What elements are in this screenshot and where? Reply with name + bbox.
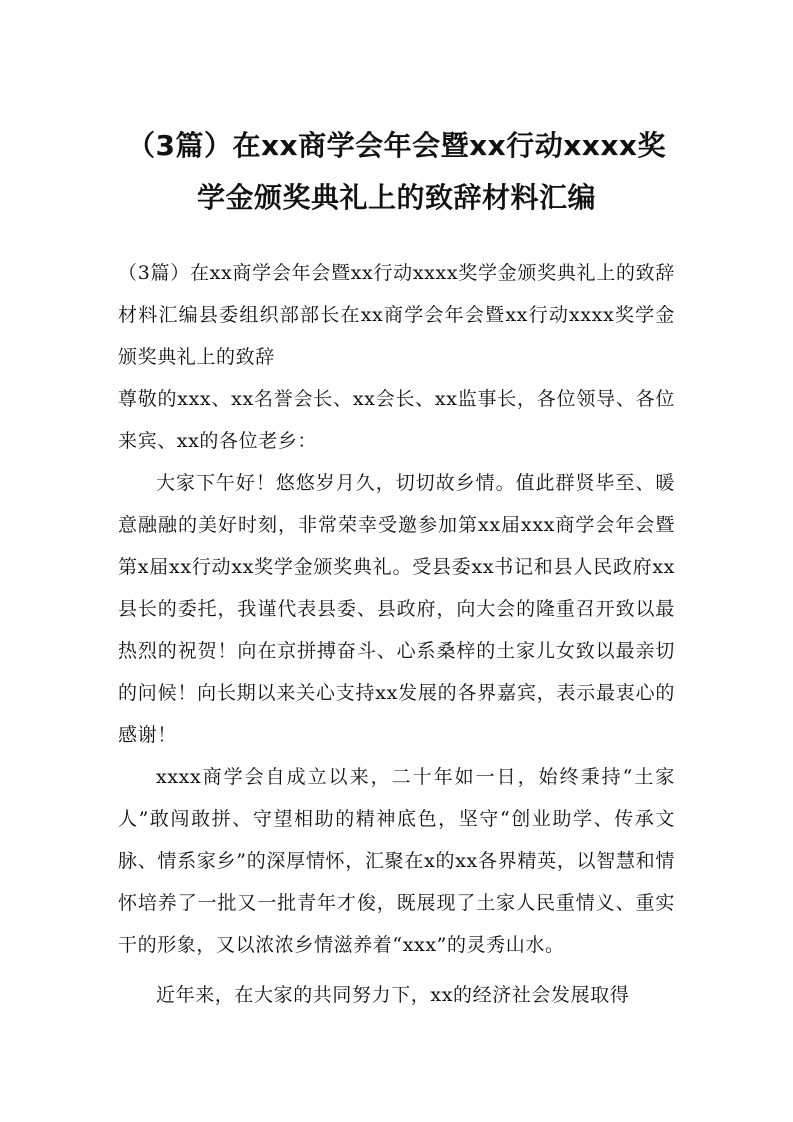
document-title: （3篇）在xx商学会年会暨xx行动xxxx奖学金颁奖典礼上的致辞材料汇编 xyxy=(127,129,666,214)
salutation-paragraph: 尊敬的xxx、xx名誉会长、xx会长、xx监事长，各位领导、各位来宾、xx的各位老乡： xyxy=(118,388,675,452)
greeting-paragraph: 大家下午好！悠悠岁月久，切切故乡情。值此群贤毕至、暖意融融的美好时刻，非常荣幸受邀参加第xx届xxx商学会年会暨第x届xx行动xx奖学金颁奖典礼。受县委xx书记和县人民政府xx县长的委托，我谨代表县委、县政府，向大会的隆重召开致以最热烈的祝贺！向在京拼搏奋斗、心系桑梓的土家儿女致以最亲切的问候！向长期以来关心支持xx发展的各界嘉宾，表示最衷心的感谢！ xyxy=(118,472,675,746)
intro-paragraph: （3篇）在xx商学会年会暨xx行动xxxx奖学金颁奖典礼上的致辞材料汇编县委组织部部长在xx商学会年会暨xx行动xxxx奖学金颁奖典礼上的致辞 xyxy=(118,262,675,368)
development-paragraph: 近年来，在大家的共同努力下，xx的经济社会发展取得 xyxy=(156,984,630,1006)
association-paragraph: xxxx商学会自成立以来，二十年如一日，始终秉持“土家人”敢闯敢拼、守望相助的精神底色，坚守“创业助学、传承文脉、情系家乡”的深厚情怀，汇聚在x的xx各界精英，以智慧和情怀培养了一批又一批青年才俊，既展现了土家人民重情义、重实干的形象，又以浓浓乡情滋养着“xxx”的灵秀山水。 xyxy=(118,766,675,956)
document-body xyxy=(118,252,675,1016)
